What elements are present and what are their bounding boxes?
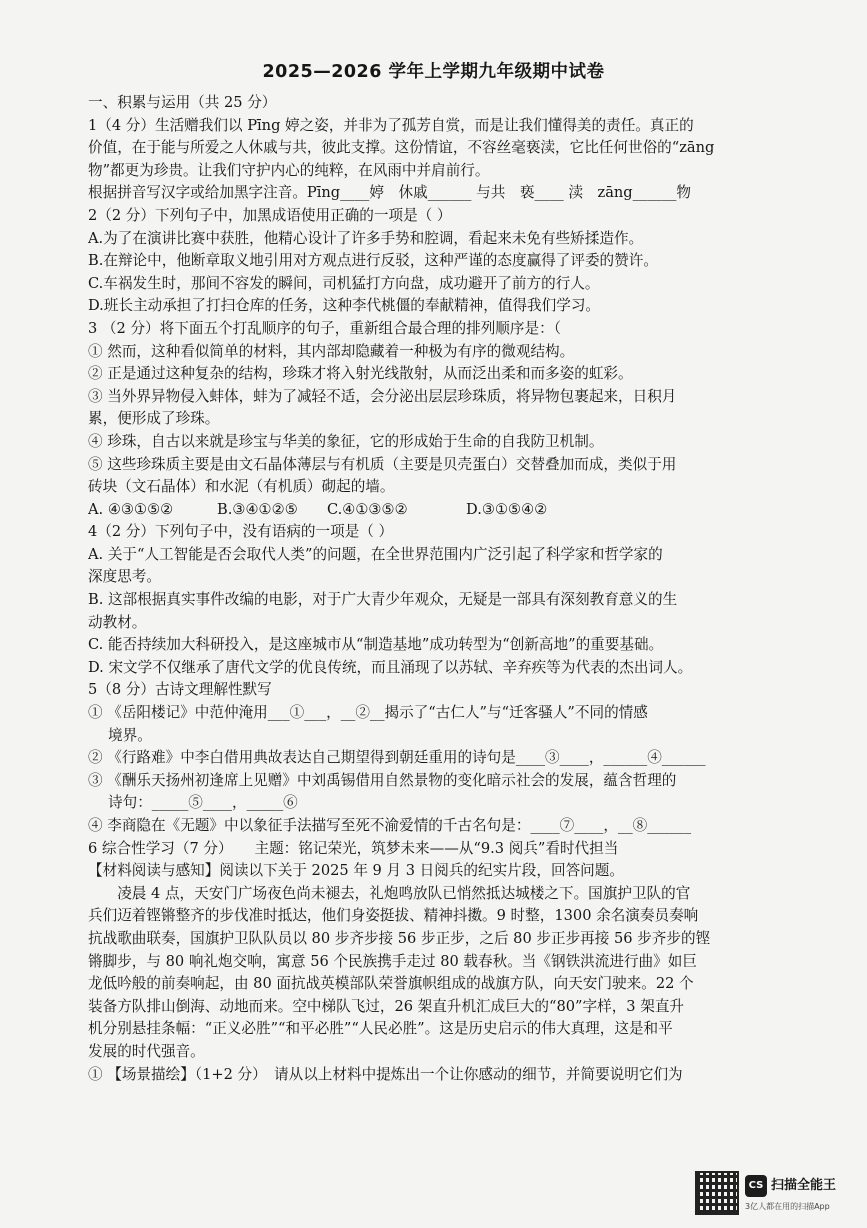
cs-logo: CS bbox=[745, 1175, 767, 1197]
exam-content bbox=[88, 92, 778, 1086]
text-line: ③ 当外界异物侵入蚌体，蚌为了减轻不适，会分泌出层层珍珠质，将异物包裹起来，日积月 bbox=[88, 387, 677, 405]
text-line: 根据拼音写汉字或给加黑字注音。Pīng____婷 休戚______ 与共 亵____ 渎 zāng______物 bbox=[88, 184, 692, 202]
text-line: 境界。 bbox=[108, 726, 152, 744]
text-line: 5（8 分）古诗文理解性默写 bbox=[88, 681, 272, 699]
text-line: 4（2 分）下列句子中，没有语病的一项是（ ） bbox=[88, 523, 394, 541]
text-line: D. 宋文学不仅继承了唐代文学的优良传统，而且涌现了以苏轼、辛弃疾等为代表的杰出词人。 bbox=[88, 658, 693, 676]
text-line: 诗句：_____⑤____，_____⑥ bbox=[108, 794, 298, 812]
text-line: A. ④③①⑤② B.③④①②⑤ C.④①③⑤② D.③①⑤④② bbox=[88, 500, 548, 518]
text-line: 物”都更为珍贵。让我们守护内心的纯粹，在风雨中并肩前行。 bbox=[88, 161, 490, 179]
text-line: 1（4 分）生活赠我们以 Pīng 婷之姿，并非为了孤芳自赏，而是让我们懂得美的责任。真正的 bbox=[88, 116, 694, 134]
text-line: 兵们迈着铿锵整齐的步伐准时抵达，他们身姿挺拔、精神抖擞。9 时整，1300 余名演奏员奏响 bbox=[88, 907, 699, 925]
text-line: 深度思考。 bbox=[88, 568, 161, 586]
brand-name: 扫描全能王 bbox=[771, 1178, 837, 1193]
text-line: C. 能否持续加大科研投入，是这座城市从“制造基地”成功转型为“创新高地”的重要基础。 bbox=[88, 636, 664, 654]
text-line: C.车祸发生时，那间不容发的瞬间，司机猛打方向盘，成功避开了前方的行人。 bbox=[88, 274, 600, 292]
text-line: ⑤ 这些珍珠质主要是由文石晶体薄层与有机质（主要是贝壳蛋白）交替叠加而成，类似于用 bbox=[88, 455, 677, 473]
text-line: 龙低吟般的前奏响起，由 80 面抗战英模部队荣誉旗帜组成的战旗方队，向天安门驶来。22 个 bbox=[88, 975, 694, 993]
text-line: 价值，在于能与所爱之人休戚与共，彼此支撑。这份情谊，不容丝毫亵渎，它比任何世俗的“zāng bbox=[88, 139, 715, 157]
text-line: A.为了在演讲比赛中获胜，他精心设计了许多手势和腔调，看起来未免有些矫揉造作。 bbox=[88, 229, 644, 247]
text-line: 一、积累与运用（共 25 分） bbox=[88, 94, 277, 111]
text-line: 机分别悬挂条幅：“正义必胜”“和平必胜”“人民必胜”。这是历史启示的伟大真理，这是和平 bbox=[88, 1020, 673, 1038]
text-line: 装备方队排山倒海、动地而来。空中梯队飞过，26 架直升机汇成巨大的“80”字样，3 架直升 bbox=[88, 997, 685, 1015]
text-line: A. 关于“人工智能是否会取代人类”的问题，在全世界范围内广泛引起了科学家和哲学家的 bbox=[88, 545, 663, 563]
text-line: ④ 珍珠，自古以来就是珍宝与华美的象征，它的形成始于生命的自我防卫机制。 bbox=[88, 432, 604, 450]
text-line: ② 《行路难》中李白借用典故表达自己期望得到朝廷重用的诗句是____③____，______④______ bbox=[88, 749, 706, 767]
brand-tagline: 3亿人都在用的扫描App bbox=[745, 1202, 830, 1211]
text-line: 2（2 分）下列句子中，加黑成语使用正确的一项是（ ） bbox=[88, 206, 452, 224]
text-line: ④ 李商隐在《无题》中以象征手法描写至死不渝爱情的千古名句是：____⑦____，__⑧______ bbox=[88, 817, 691, 834]
text-line: 【材料阅读与感知】阅读以下关于 2025 年 9 月 3 日阅兵的纪实片段，回答问题。 bbox=[88, 862, 624, 880]
text-line: B.在辩论中，他断章取义地引用对方观点进行反驳，这种严谨的态度赢得了评委的赞许。 bbox=[88, 252, 658, 270]
text-line: D.班长主动承担了打扫仓库的任务，这种李代桃僵的奉献精神，值得我们学习。 bbox=[88, 297, 601, 315]
text-line: 砖块（文石晶体）和水泥（有机质）砌起的墙。 bbox=[88, 478, 395, 496]
text-line: 6 综合性学习（7 分） 主题：铭记荣光，筑梦未来——从“9.3 阅兵”看时代担当 bbox=[88, 839, 619, 857]
text-line: 锵脚步，与 80 响礼炮交响，寓意 56 个民族携手走过 80 载春秋。当《钢铁洪流进行曲》如巨 bbox=[88, 952, 697, 970]
text-line: 抗战歌曲联奏，国旗护卫队队员以 80 步齐步接 56 步正步，之后 80 步正步再接 56 步齐步的铿 bbox=[88, 929, 711, 947]
text-line: 发展的时代强音。 bbox=[88, 1042, 205, 1060]
text-line: B. 这部根据真实事件改编的电影，对于广大青少年观众，无疑是一部具有深刻教育意义的生 bbox=[88, 591, 678, 609]
text-line: 凌晨 4 点，天安门广场夜色尚未褪去，礼炮鸣放队已悄然抵达城楼之下。国旗护卫队的官 bbox=[88, 884, 691, 902]
text-line: 3 （2 分）将下面五个打乱顺序的句子，重新组合最合理的排列顺序是：（ bbox=[88, 319, 561, 337]
text-line: ① 然而，这种看似简单的材料，其内部却隐藏着一种极为有序的微观结构。 bbox=[88, 342, 575, 360]
text-line: 累，便形成了珍珠。 bbox=[88, 410, 220, 428]
text-line: ② 正是通过这种复杂的结构，珍珠才将入射光线散射，从而泛出柔和而多姿的虹彩。 bbox=[88, 365, 633, 383]
scanner-watermark bbox=[695, 1171, 865, 1221]
text-line: ③ 《酬乐天扬州初逢席上见赠》中刘禹锡借用自然景物的变化暗示社会的发展，蕴含哲理的 bbox=[88, 771, 677, 789]
qr-code-icon bbox=[695, 1171, 739, 1215]
text-line: ① 《岳阳楼记》中范仲淹用___①___，__②__揭示了“古仁人”与“迁客骚人”不同的情感 bbox=[88, 704, 648, 722]
text-line: 动教材。 bbox=[88, 613, 147, 631]
text-line: ① 【场景描绘】（1+2 分） 请从以上材料中提炼出一个让你感动的细节，并简要说明它们为 bbox=[88, 1065, 683, 1083]
exam-title: 2025—2026 学年上学期九年级期中试卷 bbox=[262, 62, 605, 82]
